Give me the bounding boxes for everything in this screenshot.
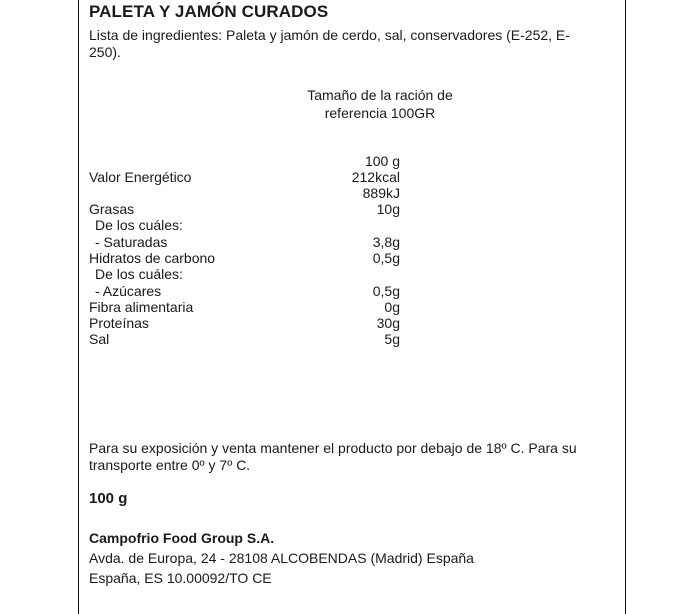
nutrition-row-value: 0,5g [372, 283, 400, 299]
energy-kcal: 212kcal [351, 169, 400, 185]
company-address: Avda. de Europa, 24 - 28108 ALCOBENDAS (Madrid) España [89, 550, 474, 566]
product-title: PALETA Y JAMÓN CURADOS [89, 2, 329, 21]
nutrition-row-value: 10g [376, 201, 400, 217]
nutrition-row-label: Grasas [89, 201, 135, 217]
nutrition-row-label: Sal [89, 331, 110, 347]
company-name: Campofrio Food Group S.A. [89, 530, 275, 546]
country-registration: España, ES 10.00092/TO CE [89, 570, 272, 586]
nutrition-row-value: 30g [376, 315, 400, 331]
net-weight: 100 g [89, 490, 128, 507]
nutrition-row-value: 0g [384, 299, 400, 315]
nutrition-header-value: 100 g [364, 153, 400, 169]
energy-kj: 889kJ [362, 185, 400, 201]
nutrition-row-label: - Azúcares [95, 283, 162, 299]
energy-label: Valor Energético [89, 169, 192, 185]
nutrition-row-label: De los cuáles: [95, 266, 183, 282]
nutrition-row-label: Hidratos de carbono [89, 250, 216, 266]
nutrition-row-value: 5g [384, 331, 400, 347]
conservation-instructions: Para su exposición y venta mantener el producto por debajo de 18º C. Para su transporte entre 0º y 7º C. [89, 440, 577, 473]
nutrition-row-label: De los cuáles: [95, 217, 183, 233]
ingredients-list: Lista de ingredientes: Paleta y jamón de cerdo, sal, conservadores (E-252, E-250). [89, 27, 570, 60]
nutrition-row-value: 0,5g [372, 250, 400, 266]
nutrition-row-label: - Saturadas [95, 234, 168, 250]
nutrition-row-label: Proteínas [89, 315, 149, 331]
nutrition-row-label: Fibra alimentaria [89, 299, 194, 315]
serving-reference: Tamaño de la ración de referencia 100GR [307, 87, 453, 121]
nutrition-row-value: 3,8g [372, 234, 400, 250]
